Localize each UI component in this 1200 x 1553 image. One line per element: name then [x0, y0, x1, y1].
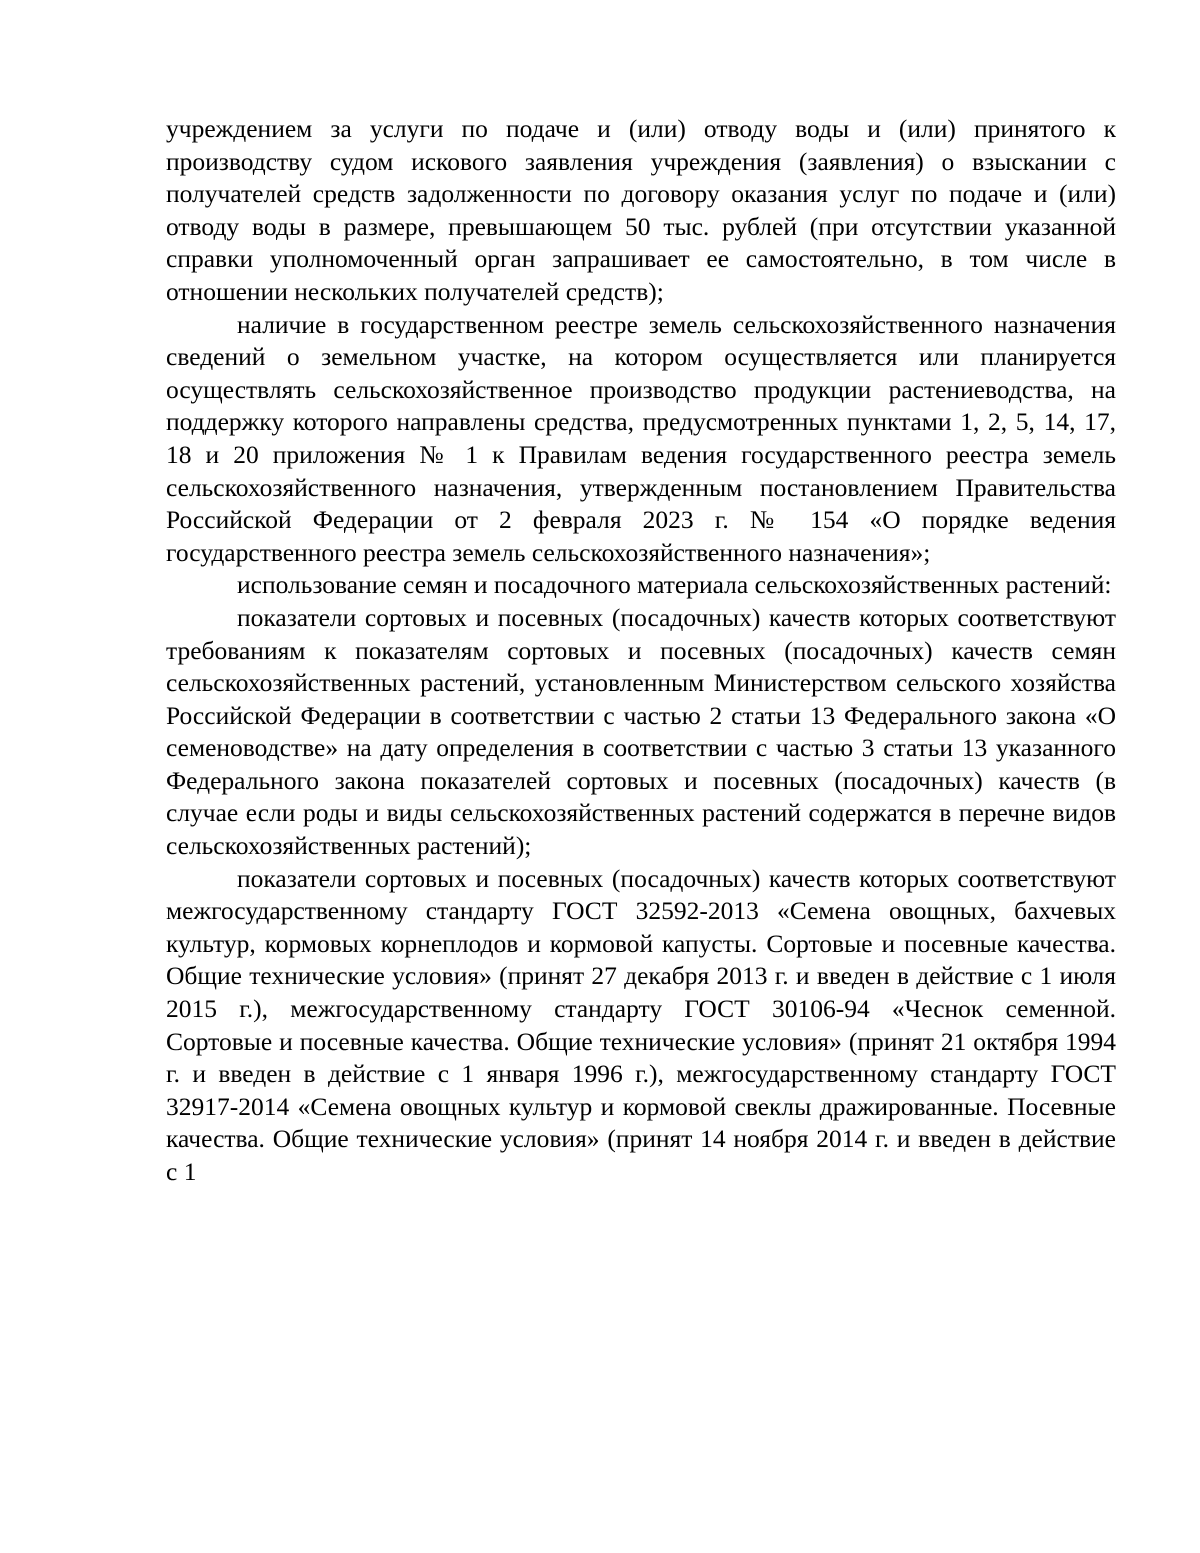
paragraph-gost-standards: показатели сортовых и посевных (посадочных) качеств которых соответствуют межгосударственному стандарту ГОСТ 32592-2013 «Семена овощных, бахчевых культур, кормовых корнеплодов и кормовой капусты. Сортовые и посевные качества. Общие технические условия» (принят 27 декабря 2013 г. и введен в действие с 1 июля 2015 г.), межгосударственному стандарту ГОСТ 30106-94 «Чеснок семенной. Сортовые и посевные качества. Общие технические условия» (принят 21 октября 1994 г. и введен в действие с 1 января 1996 г.), межгосударственному стандарту ГОСТ 32917-2014 «Семена овощных культур и кормовой свеклы дражированные. Посевные качества. Общие технические условия» (принят 14 ноября 2014 г. и введен в действие с 1: [166, 863, 1116, 1186]
paragraph-water-debt-continuation: учреждением за услуги по подаче и (или) отводу воды и (или) принятого к производству судом искового заявления учреждения (заявления) о взыскании с получателей средств задолженности по договору оказания услуг по подаче и (или) отводу воды в размере, превышающем 50 тыс. рублей (при отсутствии указанной справки уполномоченный орган запрашивает ее самостоятельно, в том числе в отношении нескольких получателей средств);: [166, 114, 1116, 306]
paragraph-seed-quality-requirements: показатели сортовых и посевных (посадочных) качеств которых соответствуют требованиям к показателям сортовых и посевных (посадочных) качеств семян сельскохозяйственных растений, установленным Министерством сельского хозяйства Российской Федерации в соответствии с частью 2 статьи 13 Федерального закона «О семеноводстве» на дату определения в соответствии с частью 3 статьи 13 указанного Федерального закона показателей сортовых и посевных (посадочных) качеств (в случае если роды и виды сельскохозяйственных растений содержатся в перечне видов сельскохозяйственных растений);: [166, 602, 1116, 861]
document-page: [166, 113, 1116, 1189]
paragraph-seed-usage: использование семян и посадочного материала сельскохозяйственных растений:: [237, 570, 1112, 600]
paragraph-land-registry: наличие в государственном реестре земель сельскохозяйственного назначения сведений о земельном участке, на котором осуществляется или планируется осуществлять сельскохозяйственное производство продукции растениеводства, на поддержку которого направлены средства, предусмотренных пунктами 1, 2, 5, 14, 17, 18 и 20 приложения № 1 к Правилам ведения государственного реестра земель сельскохозяйственного назначения, утвержденным постановлением Правительства Российской Федерации от 2 февраля 2023 г. № 154 «О порядке ведения государственного реестра земель сельскохозяйственного назначения»;: [166, 309, 1116, 567]
